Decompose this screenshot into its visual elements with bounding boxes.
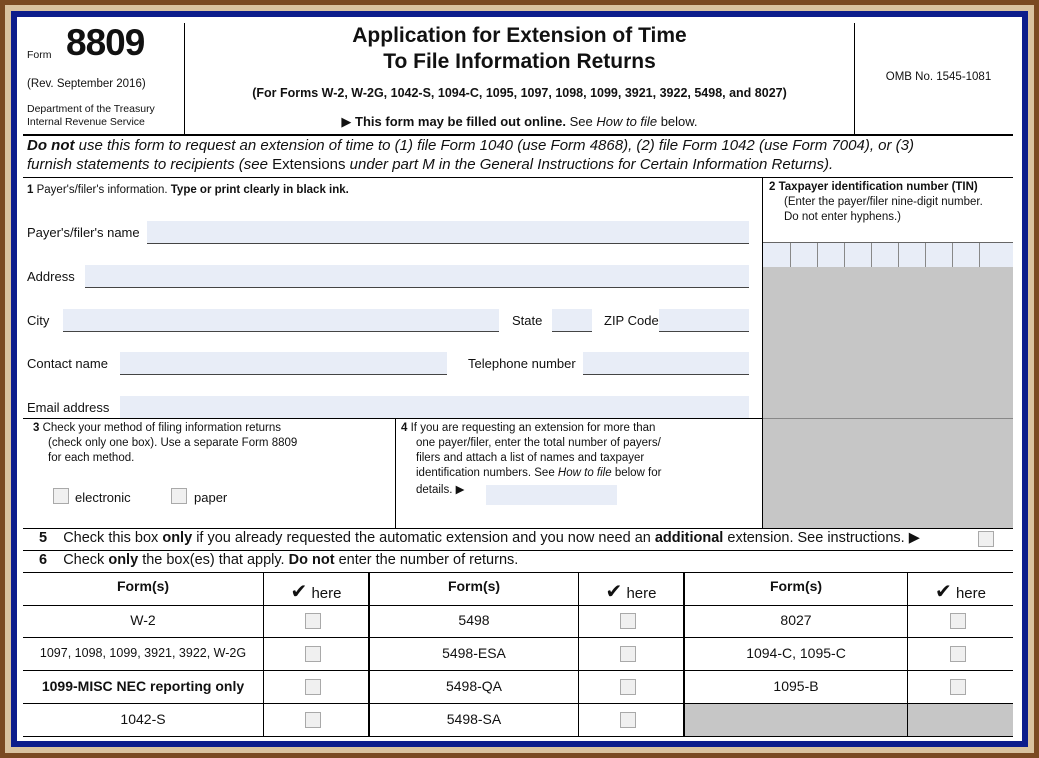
section3-text1: Check your method of filing information returns <box>42 422 282 434</box>
section5-line <box>39 530 920 546</box>
state-label: State <box>512 313 543 328</box>
additional-extension-checkbox[interactable] <box>978 531 994 547</box>
form-8027-checkbox[interactable] <box>950 613 966 629</box>
electronic-label: electronic <box>75 490 131 505</box>
warning-line2-end: under part M in the General Instructions for Certain Information Returns). <box>349 156 834 173</box>
section5-post: extension. See instructions. ▶ <box>727 530 920 546</box>
col3-header: Form(s) <box>769 578 823 594</box>
electronic-checkbox[interactable] <box>53 488 69 504</box>
section2-number: 2 <box>769 181 776 193</box>
form-5498-sa-checkbox[interactable] <box>620 712 636 728</box>
section5-mid: if you already requested the automatic extension and you now need an <box>196 530 651 546</box>
warning-extensions: Extensions <box>272 156 346 173</box>
form-1094c-1095c: 1094-C, 1095-C <box>746 645 846 661</box>
section4-line4 <box>416 467 661 479</box>
form-5498-esa-checkbox[interactable] <box>620 646 636 662</box>
section5-only: only <box>162 530 193 546</box>
col3-check-header <box>908 579 1013 604</box>
section4-line4-end: below for <box>614 467 662 479</box>
table-row-rule <box>23 670 1013 671</box>
shaded-area-right <box>763 267 1013 528</box>
check-mark-icon: ✔ <box>290 581 308 603</box>
tin-digit-divider <box>898 243 899 267</box>
form-1094c-1095c-checkbox[interactable] <box>950 646 966 662</box>
form-5498-qa: 5498-QA <box>445 678 503 694</box>
telephone-label: Telephone number <box>468 356 576 371</box>
check-here-label: here <box>311 585 342 602</box>
form-8027: 8027 <box>780 612 812 628</box>
online-note <box>185 114 854 130</box>
department-name: Department of the Treasury <box>27 103 155 115</box>
warning-do-not: Do not <box>27 137 75 154</box>
section4-number: 4 <box>401 422 408 434</box>
form-title-line2: To File Information Returns <box>383 50 656 73</box>
contact-name-label: Contact name <box>27 356 108 371</box>
header-bottom-rule <box>23 134 1013 136</box>
warning-line2-start: furnish statements to recipients (see <box>27 156 268 173</box>
address-field[interactable] <box>85 265 749 288</box>
section3-number: 3 <box>33 422 40 434</box>
section5-additional: additional <box>654 530 724 546</box>
warning-line2 <box>27 156 833 173</box>
payer-count-field[interactable] <box>486 485 617 505</box>
table-row-rule <box>23 637 1013 638</box>
forms-list: (For Forms W-2, W-2G, 1042-S, 1094-C, 1095, 1097, 1098, 1099, 3921, 3922, 5498, and 8027) <box>252 86 787 100</box>
form-page <box>17 17 1022 741</box>
section5-top-rule <box>23 528 1013 529</box>
table-row-rule <box>23 605 1013 606</box>
tin-field[interactable] <box>763 242 1013 268</box>
col1-check-header <box>264 579 368 604</box>
table-bottom-rule <box>23 736 1013 737</box>
paper-label: paper <box>194 490 228 505</box>
section6-mid: the box(es) that apply. <box>142 552 285 568</box>
section1-instruction: Type or print clearly in black ink. <box>170 184 349 196</box>
warning-bottom-rule <box>23 177 1013 178</box>
form-1099-misc-nec: 1099-MISC NEC reporting only <box>41 678 245 694</box>
section3-line3: for each method. <box>48 452 135 464</box>
check-mark-icon: ✔ <box>935 581 952 603</box>
online-note-bold: This form may be filled out online. <box>355 114 566 129</box>
form-1042s-checkbox[interactable] <box>305 712 321 728</box>
address-label: Address <box>27 269 75 284</box>
online-note-link: How to file <box>596 114 658 129</box>
irs-name: Internal Revenue Service <box>27 116 145 128</box>
form-number: 8809 <box>66 22 145 63</box>
city-label: City <box>27 313 50 328</box>
form-w2: W-2 <box>130 612 156 628</box>
section1-number: 1 <box>27 184 34 196</box>
section4-line3: filers and attach a list of names and taxpayer <box>416 452 645 464</box>
form-1042s: 1042-S <box>120 711 166 727</box>
payer-name-field[interactable] <box>147 221 749 244</box>
table-top-rule <box>23 572 1013 573</box>
telephone-field[interactable] <box>583 352 749 375</box>
section4-text1: If you are requesting an extension for more than <box>410 422 656 434</box>
form-1095b: 1095-B <box>773 678 819 694</box>
section6-post: enter the number of returns. <box>338 552 519 568</box>
paper-checkbox[interactable] <box>171 488 187 504</box>
section3-line2: (check only one box). Use a separate Form 8809 <box>48 437 298 449</box>
tin-digit-divider <box>817 243 818 267</box>
online-note-end: below. <box>660 114 698 129</box>
zip-field[interactable] <box>659 309 749 332</box>
section2-title-text: Taxpayer identification number (TIN) <box>778 181 978 193</box>
warning-line1 <box>27 137 914 154</box>
section6-donot: Do not <box>288 552 335 568</box>
section2-title <box>769 181 978 193</box>
section1-heading <box>27 184 349 196</box>
payer-name-label: Payer's/filer's name <box>27 225 140 240</box>
col2-header: Form(s) <box>447 578 501 594</box>
section6-top-rule <box>23 550 1013 551</box>
section2-line2: Do not enter hyphens.) <box>784 211 901 223</box>
arrow-icon: ▶ <box>341 114 352 129</box>
table-shaded-cell <box>684 704 1013 736</box>
form-5498-sa: 5498-SA <box>446 711 502 727</box>
section4-line4-start: identification numbers. See <box>416 467 555 479</box>
form-word: Form <box>27 49 52 61</box>
section6-line <box>39 552 518 568</box>
form-1099-group-checkbox[interactable] <box>305 646 321 662</box>
warning-line1-text: use this form to request an extension of time to (1) file Form 1040 (use Form 4868), (2) file Form 1042 (use Form 7004), or (3) <box>78 137 914 154</box>
tin-digit-divider <box>871 243 872 267</box>
tin-digit-divider <box>925 243 926 267</box>
form-1095b-checkbox[interactable] <box>950 679 966 695</box>
zip-label: ZIP Code <box>604 313 659 328</box>
section5-pre: Check this box <box>63 530 159 546</box>
tin-digit-divider <box>979 243 980 267</box>
col2-check-header <box>579 579 683 604</box>
form-5498-checkbox[interactable] <box>620 613 636 629</box>
check-here-label: here <box>955 585 986 602</box>
form-1099-group: 1097, 1098, 1099, 3921, 3922, W-2G <box>39 646 247 660</box>
form-5498: 5498 <box>458 612 490 628</box>
check-mark-icon: ✔ <box>605 581 623 603</box>
col1-header: Form(s) <box>116 578 170 594</box>
section3-line1 <box>33 422 281 434</box>
email-field[interactable] <box>120 396 749 419</box>
section6-pre: Check <box>63 552 105 568</box>
section4-line5: details. ▶ <box>416 484 465 496</box>
section6-only: only <box>108 552 139 568</box>
form-5498-esa: 5498-ESA <box>442 645 506 661</box>
section6-number: 6 <box>39 552 48 568</box>
tin-digit-divider <box>844 243 845 267</box>
section3-top-rule <box>23 418 763 419</box>
tin-digit-divider <box>952 243 953 267</box>
check-here-label: here <box>626 585 657 602</box>
email-label: Email address <box>27 400 110 415</box>
section4-line4-link: How to file <box>557 467 612 479</box>
form-w2-checkbox[interactable] <box>305 613 321 629</box>
omb-number: OMB No. 1545-1081 <box>885 71 992 83</box>
tin-digit-divider <box>790 243 791 267</box>
online-note-see: See <box>569 114 593 129</box>
section4-line1 <box>401 422 655 434</box>
city-field[interactable] <box>63 309 499 332</box>
shaded-divider <box>763 418 1013 419</box>
form-title-line1: Application for Extension of Time <box>352 24 687 47</box>
state-field[interactable] <box>552 309 592 332</box>
section5-number: 5 <box>39 530 48 546</box>
contact-name-field[interactable] <box>120 352 447 375</box>
section4-line2: one payer/filer, enter the total number of payers/ <box>416 437 661 449</box>
form-1099-misc-nec-checkbox[interactable] <box>305 679 321 695</box>
section2-line1: (Enter the payer/filer nine-digit number. <box>784 196 983 208</box>
form-5498-qa-checkbox[interactable] <box>620 679 636 695</box>
section4-divider <box>395 418 396 528</box>
section1-label: Payer's/filer's information. <box>36 184 168 196</box>
revision-date: (Rev. September 2016) <box>27 78 146 90</box>
